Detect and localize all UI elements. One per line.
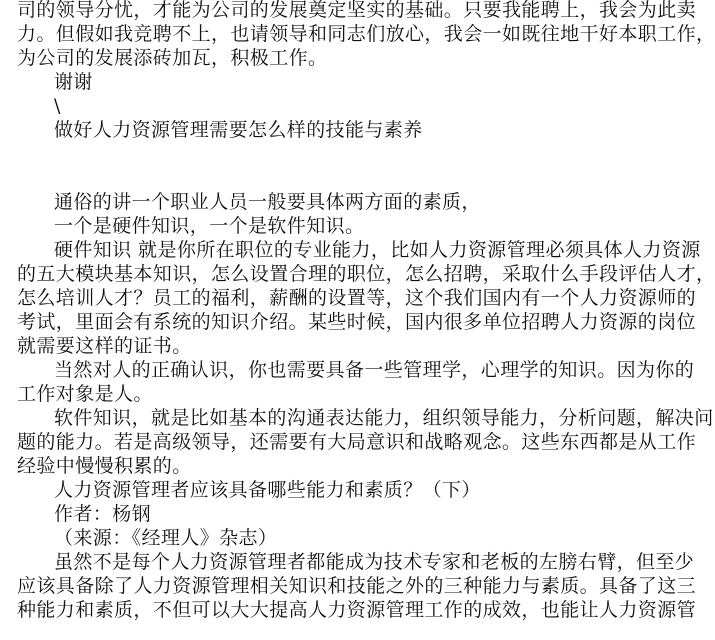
text-line: 当然对人的正确认识，你也需要具备一些管理学，心理学的知识。因为你的 <box>54 359 695 381</box>
text-line: 考试，里面会有系统的知识介绍。某些时候，国内很多单位招聘人力资源的岗位 <box>17 311 697 333</box>
text-line: 经验中慢慢积累的。 <box>17 455 192 477</box>
text-line: 硬件知识 就是你所在职位的专业能力，比如人力资源管理必须具体人力资源 <box>54 239 701 261</box>
section-heading: 做好人力资源管理需要怎么样的技能与素养 <box>54 119 423 141</box>
text-line: 怎么培训人才？员工的福利，薪酬的设置等，这个我们国内有一个人力资源师的 <box>17 287 697 309</box>
text-line: \ <box>54 95 61 117</box>
text-line: 就需要这样的证书。 <box>17 335 192 357</box>
text-line: 工作对象是人。 <box>17 383 153 405</box>
text-line: 软件知识，就是比如基本的沟通表达能力，组织领导能力，分析问题，解决问 <box>54 407 714 429</box>
text-line: 的五大模块基本知识，怎么设置合理的职位，怎么招聘，采取什么手段评估人才， <box>17 263 715 285</box>
source-line: （来源：《经理人》杂志） <box>54 527 278 549</box>
text-line: 应该具备除了人力资源管理相关知识和技能之外的三种能力与素质。具备了这三 <box>17 575 697 597</box>
section-heading: 人力资源管理者应该具备哪些能力和素质？（下） <box>54 479 481 501</box>
author-line: 作者：杨钢 <box>54 503 152 525</box>
text-line: 通俗的讲一个职业人员一般要具体两方面的素质， <box>54 191 481 213</box>
text-line: 种能力和素质，不但可以大大提高人力资源管理工作的成效，也能让人力资源管 <box>17 599 697 621</box>
text-line: 力。但假如我竞聘不上，也请领导和同志们放心，我会一如既往地干好本职工作， <box>17 23 715 45</box>
text-line: 虽然不是每个人力资源管理者都能成为技术专家和老板的左膀右臂，但至少 <box>54 551 695 573</box>
text-line: 一个是硬件知识，一个是软件知识。 <box>54 215 365 237</box>
text-line: 谢谢 <box>54 71 93 93</box>
text-line: 题的能力。若是高级领导，还需要有大局意识和战略观念。这些东西都是从工作 <box>17 431 697 453</box>
text-line: 为公司的发展添砖加瓦，积极工作。 <box>17 47 328 69</box>
text-line: 司的领导分忧，才能为公司的发展奠定坚实的基础。只要我能聘上，我会为此卖 <box>17 0 697 21</box>
